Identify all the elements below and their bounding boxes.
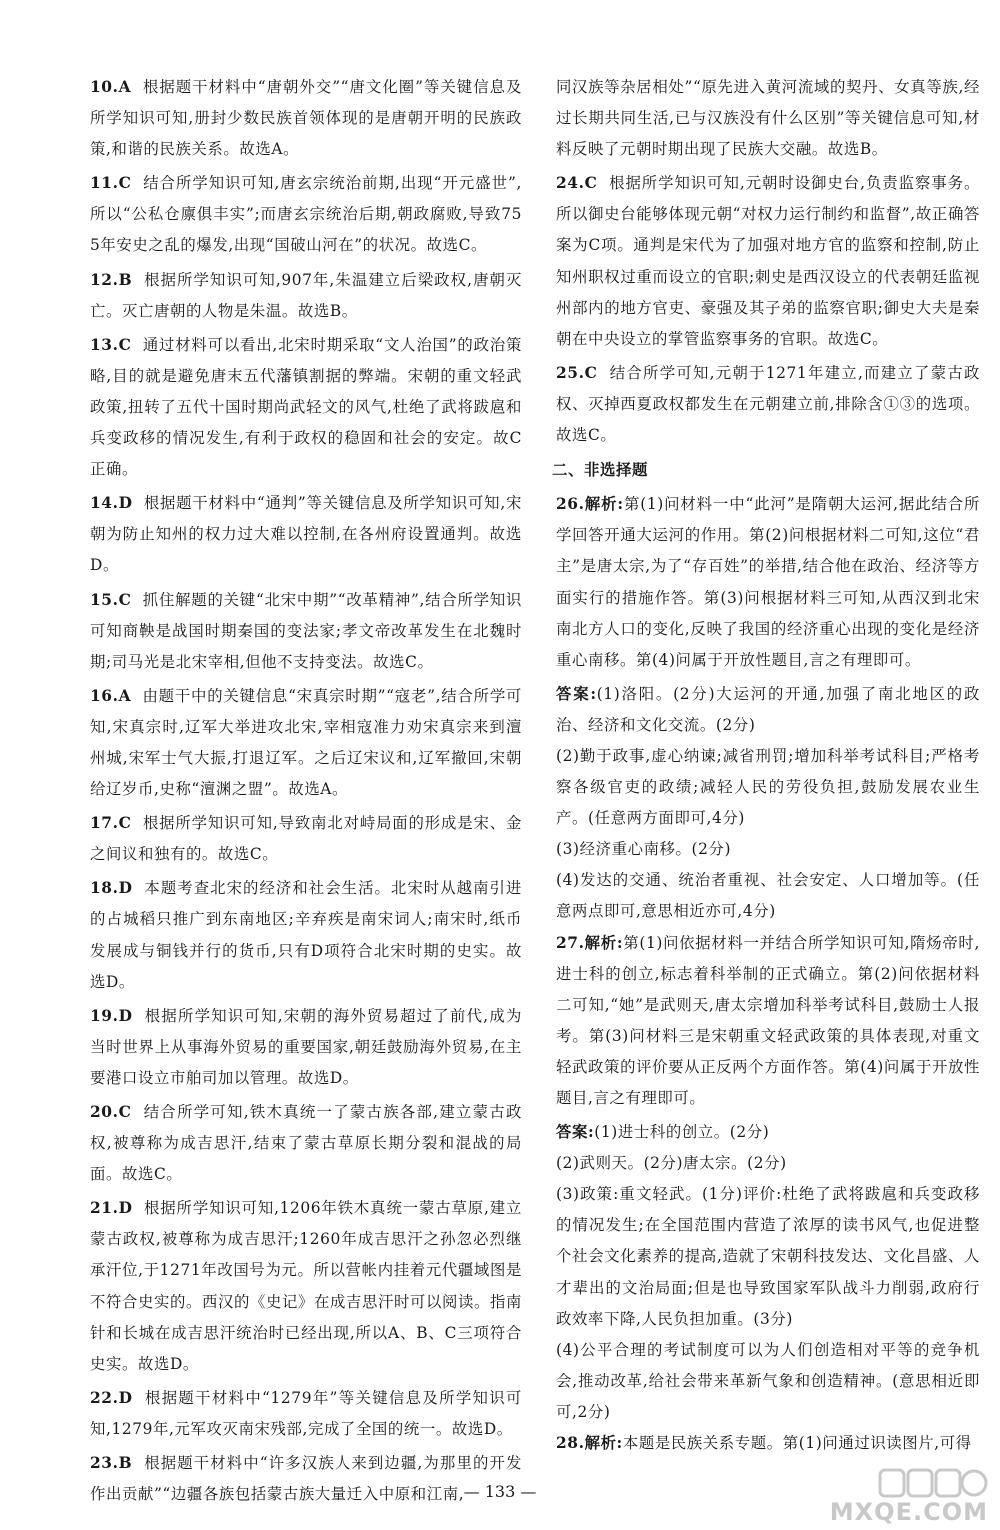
answer-27-4: (4)公平合理的考试制度可以为人们创造相对平等的竞争机会,推动改革,给社会带来革新气象和创造精神。(意思相近即可,2分) <box>556 1340 980 1421</box>
answer-item-16: 16.A 由题干中的关键信息“宋真宗时期”“寇老”,结合所学可知,宋真宗时,辽军大举进攻北宋,宰相寇准力劝宋真宗来到澶州城,宋军士气大振,打退辽军。之后辽宋议和,辽军撤回,宋朝给辽岁币,史称“澶渊之盟”。故选A。 <box>90 686 522 799</box>
section-title: 二、非选择题 <box>552 461 648 480</box>
answer-item-26 <box>556 489 980 927</box>
watermark-logo-icon <box>878 1466 988 1500</box>
analysis-28: 28.解析:本题是民族关系专题。第(1)问通过识读图片,可得 <box>556 1434 972 1453</box>
answer-item-18: 18.D 本题考查北宋的经济和社会生活。北宋时从越南引进的占城稻只推广到东南地区;辛弃疾是南宋词人;南宋时,纸币发展成与铜钱并行的货币,只有D项符合北宋时期的史实。故选D。 <box>90 879 522 991</box>
answer-item-13: 13.C 通过材料可以看出,北宋时期采取“文人治国”的政治策略,目的就是避免唐末五代藩镇割据的弊端。宋朝的重文轻武政策,扭转了五代十国时期尚武轻文的风气,杜绝了武将跋扈和兵变政移的情况发生,有利于政权的稳固和社会的安定。故C正确。 <box>90 335 522 479</box>
answer-27-1: 答案:(1)进士科的创立。(2分) <box>556 1123 770 1142</box>
answer-item-21: 21.D 根据所学知识可知,1206年铁木真统一蒙古草原,建立蒙古政权,被尊称为成吉思汗;1260年成吉思汗之孙忽必烈继承汗位,于1271年改国号为元。所以营帐内挂着元代疆域图是不符合史实的。西汉的《史记》在成吉思汗时可以阅读。指南针和长城在成吉思汗统治时已经出现,所以A、B、C三项符合史实。故选D。 <box>90 1199 522 1373</box>
answer-26-1: 答案:(1)洛阳。(2分)大运河的开通,加强了南北地区的政治、经济和文化交流。(2分) <box>556 684 980 734</box>
answer-27-3: (3)政策:重文轻武。(1分)评价:杜绝了武将跋扈和兵变政移的情况发生;在全国范围内营造了浓厚的读书风气,也促进整个社会文化素养的提高,造就了宋朝科技发达、文化昌盛、人才辈出的文治局面;但是也导致国家军队战斗力削弱,政府行政效率下降,人民负担加重。(3分) <box>556 1185 980 1328</box>
answer-item-15: 15.C 抓住解题的关键“北宋中期”“改革精神”,结合所学知识可知商鞅是战国时期秦国的变法家;孝文帝改革发生在北魏时期;司马光是北宋宰相,但他不支持变法。故选C。 <box>90 590 522 671</box>
answer-item-20: 20.C 结合所学可知,铁木真统一了蒙古族各部,建立蒙古政权,被尊称为成吉思汗,结束了蒙古草原长期分裂和混战的局面。故选C。 <box>90 1103 522 1184</box>
answer-item-24: 24.C 根据所学知识可知,元朝时设御史台,负责监察事务。所以御史台能够体现元朝“对权力运行制约和监督”,故正确答案为C项。通判是宋代为了加强对地方官的监察和控制,防止知州职权过重而设立的官职;刺史是西汉设立的代表朝廷监视州部内的地方官吏、豪强及其子弟的监察官职;御史大夫是秦朝在中央设立的掌管监察事务的官职。故选C。 <box>556 174 980 348</box>
answer-item-27 <box>556 928 980 1429</box>
watermark <box>829 1466 994 1526</box>
answer-26-2: (2)勤于政事,虚心纳谏;减省刑罚;增加科举考试科目;严格考察各级官吏的政绩;减轻人民的劳役负担,鼓励发展农业生产。(任意两方面即可,4分) <box>556 746 980 828</box>
answer-26-4: (4)发达的交通、统治者重视、社会安定、人口增加等。(任意两点即可,意思相近亦可,4分) <box>556 871 980 921</box>
answer-item-22: 22.D 根据题干材料中“1279年”等关键信息及所学知识可知,1279年,元军攻灭南宋残部,完成了全国的统一。故选D。 <box>90 1388 522 1438</box>
answer-item-23: 23.B 根据题干材料中“许多汉族人来到边疆,为那里的开发作出贡献”“边疆各族包括蒙古族大量迁入中原和江南, <box>90 1454 522 1504</box>
answer-item-23-continued: 同汉族等杂居相处”“原先进入黄河流域的契丹、女真等族,经过长期共同生活,已与汉族没有什么区别”等关键信息可知,材料反映了元朝时期出现了民族大交融。故选B。 <box>556 78 980 159</box>
answer-item-11: 11.C 结合所学知识可知,唐玄宗统治前期,出现“开元盛世”,所以“公私仓廪俱丰实”;而唐玄宗统治后期,朝政腐败,导致755年安史之乱的爆发,出现“国破山河在”的状况。故选C。 <box>90 174 522 255</box>
answer-item-25: 25.C 结合所学可知,元朝于1271年建立,而建立了蒙古政权、灭掉西夏政权都发生在元朝建立前,排除含①③的选项。故选C。 <box>556 363 980 445</box>
answer-item-14: 14.D 根据题干材料中“通判”等关键信息及所学知识可知,宋朝为防止知州的权力过大难以控制,在各州府设置通判。故选D。 <box>90 494 522 575</box>
answer-item-19: 19.D 根据所学知识可知,宋朝的海外贸易超过了前代,成为当时世界上从事海外贸易的重要国家,朝廷鼓励海外贸易,在主要港口设立市舶司加以管理。故选D。 <box>90 1006 522 1087</box>
watermark-site: MXQE.COM <box>829 1498 988 1526</box>
answer-item-10: 10.A 根据题干材料中“唐朝外交”“唐文化圈”等关键信息及所学知识可知,册封少数民族首领体现的是唐朝开明的民族政策,和谐的民族关系。故选A。 <box>90 78 522 159</box>
analysis-27: 27.解析:第(1)问依据材料一并结合所学知识可知,隋炀帝时,进士科的创立,标志着科举制的正式确立。第(2)问依据材料二可知,“她”是武则天,唐太宗增加科举考试科目,鼓励士人报考。第(3)问材料三是宋朝重文轻武政策的具体表现,对重文轻武政策的评价要从正反两个方面作答。第(4)问属于开放性题目,言之有理即可。 <box>556 933 981 1107</box>
answer-item-12: 12.B 根据所学知识可知,907年,朱温建立后梁政权,唐朝灭亡。灭亡唐朝的人物是朱温。故选B。 <box>90 270 522 320</box>
page-number: — 133 — <box>463 1482 537 1501</box>
analysis-26: 26.解析:第(1)问材料一中“此河”是隋朝大运河,据此结合所学回答开通大运河的作用。第(2)问根据材料二可知,这位“君主”是唐太宗,为了“存百姓”的举措,结合他在政治、经济等方面实行的措施作答。第(3)问根据材料三可知,从西汉到北宋南北方人口的变化,反映了我国的经济重心出现的变化是经济重心南移。第(4)问属于开放性题目,言之有理即可。 <box>556 495 980 669</box>
answer-27-2: (2)武则天。(2分)唐太宗。(2分) <box>556 1154 787 1173</box>
answer-26-3: (3)经济重心南移。(2分) <box>556 840 732 859</box>
right-column <box>552 72 981 1462</box>
left-column <box>90 72 522 1513</box>
answer-item-17: 17.C 根据所学知识可知,导致南北对峙局面的形成是宋、金之间议和独有的。故选C。 <box>90 814 522 864</box>
